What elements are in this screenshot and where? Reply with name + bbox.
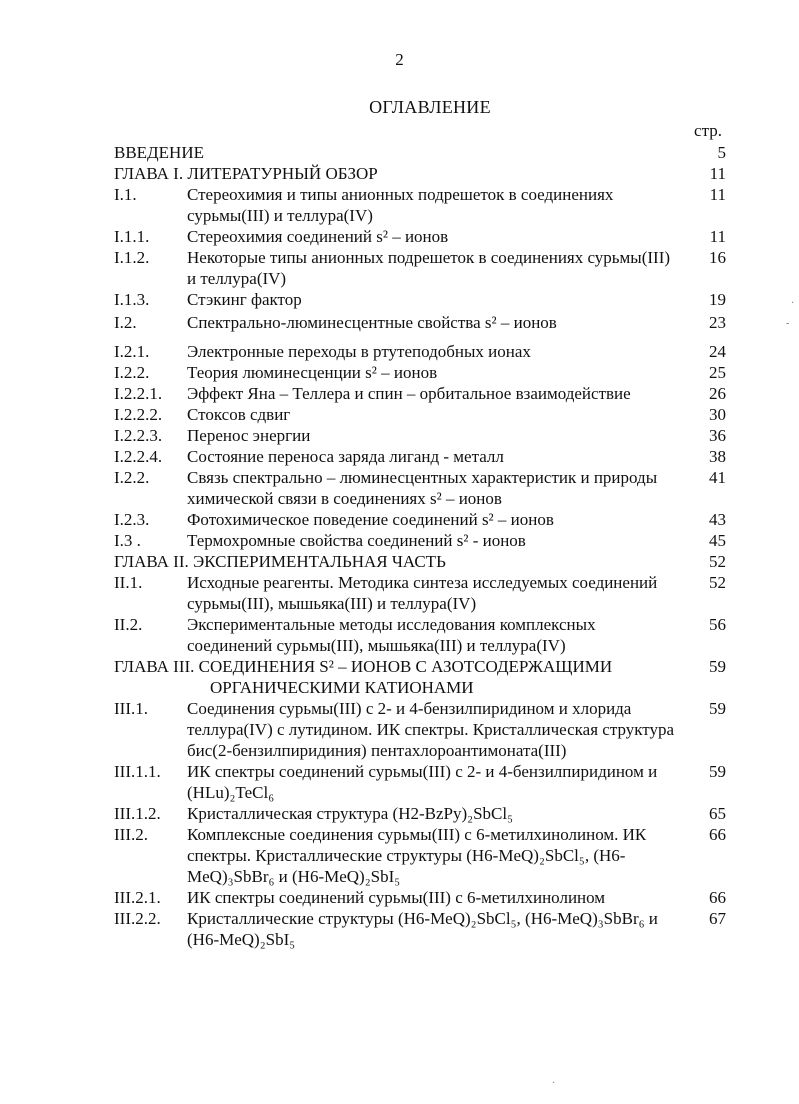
scan-speck: · — [552, 1078, 556, 1089]
toc-entry-title: Экспериментальные методы исследования комплексных соединений сурьмы(III), мышьяка(III) и теллура(IV) — [187, 615, 596, 655]
toc-page-number: 16 — [709, 248, 726, 267]
toc-row — [114, 908, 726, 950]
toc-page-number: 11 — [709, 185, 726, 204]
toc-section-number: III.1.1. — [114, 762, 161, 781]
toc-page-number: 41 — [709, 468, 726, 487]
toc-row — [114, 572, 726, 614]
toc-section-number: I.2.2.1. — [114, 384, 163, 403]
toc-entry-title: ОРГАНИЧЕСКИМИ КАТИОНАМИ — [210, 678, 474, 697]
toc-page-number: 59 — [709, 699, 726, 718]
toc-row — [114, 289, 726, 310]
toc-row — [114, 530, 726, 551]
toc-row — [114, 803, 726, 824]
toc-chapter-row — [114, 677, 726, 698]
toc-page-number: 11 — [709, 227, 726, 246]
toc-section-number: II.2. — [114, 615, 143, 634]
toc-section-number: I.1.3. — [114, 290, 150, 309]
toc-row — [114, 226, 726, 247]
toc-page-number: 66 — [709, 825, 726, 844]
toc-row — [114, 312, 726, 333]
toc-entry-title: Комплексные соединения сурьмы(III) с 6-метилхинолином. ИК спектры. Кристаллические структуры (H6-MeQ)₂SbCl₅, (H6-MeQ)₃SbBr₆ и (H6-MeQ)₂SbI₅ — [187, 825, 647, 886]
toc-section-number: I.2.3. — [114, 510, 150, 529]
toc-entry-title: Кристаллическая структура (H2-BzPy)₂SbCl₅ — [187, 804, 514, 823]
toc-section-number: I.2.2.4. — [114, 447, 163, 466]
toc-entry-title: Некоторые типы анионных подрешеток в соединениях сурьмы(III) и теллура(IV) — [187, 248, 671, 288]
toc-section-number: II.1. — [114, 573, 143, 592]
toc-entry-title: Исходные реагенты. Методика синтеза исследуемых соединений сурьмы(III), мышьяка(III) и теллура(IV) — [187, 573, 658, 613]
toc-page-number: 65 — [709, 804, 726, 823]
toc-chapter-row — [114, 163, 726, 184]
toc-section-number: I.1. — [114, 185, 137, 204]
toc-entry-title: Эффект Яна – Теллера и спин – орбитальное взаимодействие — [187, 384, 631, 403]
toc-entry-title: ГЛАВА III. СОЕДИНЕНИЯ S² – ИОНОВ С АЗОТСОДЕРЖАЩИМИ — [114, 657, 613, 676]
toc-chapter-row — [114, 551, 726, 572]
page-column-header: стр. — [694, 121, 722, 140]
toc-section-number: I.2.2. — [114, 468, 150, 487]
toc-entry-title: Стоксов сдвиг — [187, 405, 291, 424]
toc-page-number: 19 — [709, 290, 726, 309]
toc-page-number: 25 — [709, 363, 726, 382]
toc-page-number: 67 — [709, 909, 726, 928]
page-number: 2 — [395, 50, 404, 69]
toc-page-number: 52 — [709, 552, 726, 571]
table-of-contents — [114, 142, 726, 950]
toc-row — [114, 362, 726, 383]
toc-section-number: III.2.2. — [114, 909, 161, 928]
toc-page-number: 59 — [709, 762, 726, 781]
toc-row — [114, 383, 726, 404]
toc-row — [114, 824, 726, 887]
toc-entry-title: Соединения сурьмы(III) с 2- и 4-бензилпиридином и хлорида теллура(IV) с лутидином. ИК спектры. Кристаллическая структура бис(2-бензилпиридиния) пентахлороантимоната(III) — [187, 699, 675, 760]
toc-entry-title: Стэкинг фактор — [187, 290, 302, 309]
toc-entry-title: ИК спектры соединений сурьмы(III) с 6-метилхинолином — [187, 888, 606, 907]
toc-row — [114, 761, 726, 803]
toc-section-number: III.2. — [114, 825, 148, 844]
toc-row — [114, 247, 726, 289]
toc-entry-title: Электронные переходы в ртутеподобных ионах — [187, 342, 531, 361]
toc-row — [114, 614, 726, 656]
toc-row — [114, 404, 726, 425]
toc-chapter-row — [114, 142, 726, 163]
toc-page-number: 66 — [709, 888, 726, 907]
toc-entry-title: Связь спектрально – люминесцентных характеристик и природы химической связи в соединениях s² – ионов — [187, 468, 658, 508]
toc-page-number: 23 — [709, 313, 726, 332]
toc-section-number: III.2.1. — [114, 888, 161, 907]
toc-section-number: I.2.2. — [114, 363, 150, 382]
toc-row — [114, 509, 726, 530]
toc-entry-title: Спектрально-люминесцентные свойства s² – ионов — [187, 313, 557, 332]
toc-chapter-row — [114, 656, 726, 677]
toc-page-number: 5 — [717, 143, 726, 162]
toc-page-number: 38 — [709, 447, 726, 466]
toc-section-number: III.1.2. — [114, 804, 161, 823]
toc-section-number: I.2.2.2. — [114, 405, 163, 424]
toc-entry-title: Фотохимическое поведение соединений s² – ионов — [187, 510, 554, 529]
toc-page-number: 56 — [709, 615, 726, 634]
toc-section-number: I.2.2.3. — [114, 426, 163, 445]
toc-entry-title: Кристаллические структуры (H6-MeQ)₂SbCl₅, (H6-MeQ)₃SbBr₆ и (H6-MeQ)₂SbI₅ — [187, 909, 658, 949]
toc-entry-title: ВВЕДЕНИЕ — [114, 143, 204, 162]
toc-page-number: 45 — [709, 531, 726, 550]
toc-entry-title: Стереохимия и типы анионных подрешеток в соединениях сурьмы(III) и теллура(IV) — [187, 185, 614, 225]
toc-entry-title: Стереохимия соединений s² – ионов — [187, 227, 449, 246]
toc-section-number: I.2.1. — [114, 342, 150, 361]
page-title: ОГЛАВЛЕНИЕ — [369, 97, 491, 117]
toc-entry-title: ИК спектры соединений сурьмы(III) с 2- и 4-бензилпиридином и (HLu)₂TeCl₆ — [187, 762, 658, 802]
toc-section-number: I.3 . — [114, 531, 141, 550]
toc-row — [114, 184, 726, 226]
toc-row — [114, 698, 726, 761]
scan-speck: - — [786, 318, 790, 329]
toc-page-number: 52 — [709, 573, 726, 592]
toc-page-number: 26 — [709, 384, 726, 403]
toc-entry-title: ГЛАВА I. ЛИТЕРАТУРНЫЙ ОБЗОР — [114, 164, 378, 183]
toc-entry-title: Состояние переноса заряда лиганд - металл — [187, 447, 504, 466]
toc-page-number: 43 — [709, 510, 726, 529]
toc-page-number: 24 — [709, 342, 726, 361]
toc-row — [114, 425, 726, 446]
toc-row — [114, 446, 726, 467]
toc-section-number: I.1.1. — [114, 227, 150, 246]
toc-entry-title: ГЛАВА II. ЭКСПЕРИМЕНТАЛЬНАЯ ЧАСТЬ — [114, 552, 446, 571]
toc-row — [114, 887, 726, 908]
toc-section-number: I.2. — [114, 313, 137, 332]
toc-section-number: III.1. — [114, 699, 148, 718]
toc-page-number: 36 — [709, 426, 726, 445]
toc-entry-title: Теория люминесценции s² – ионов — [187, 363, 438, 382]
toc-page-number: 11 — [709, 164, 726, 183]
toc-entry-title: Перенос энергии — [187, 426, 311, 445]
toc-page-number: 59 — [709, 657, 726, 676]
scan-speck: · — [791, 298, 795, 309]
toc-section-number: I.1.2. — [114, 248, 150, 267]
toc-entry-title: Термохромные свойства соединений s² - ионов — [187, 531, 526, 550]
toc-page-number: 30 — [709, 405, 726, 424]
toc-row — [114, 341, 726, 362]
toc-row — [114, 467, 726, 509]
